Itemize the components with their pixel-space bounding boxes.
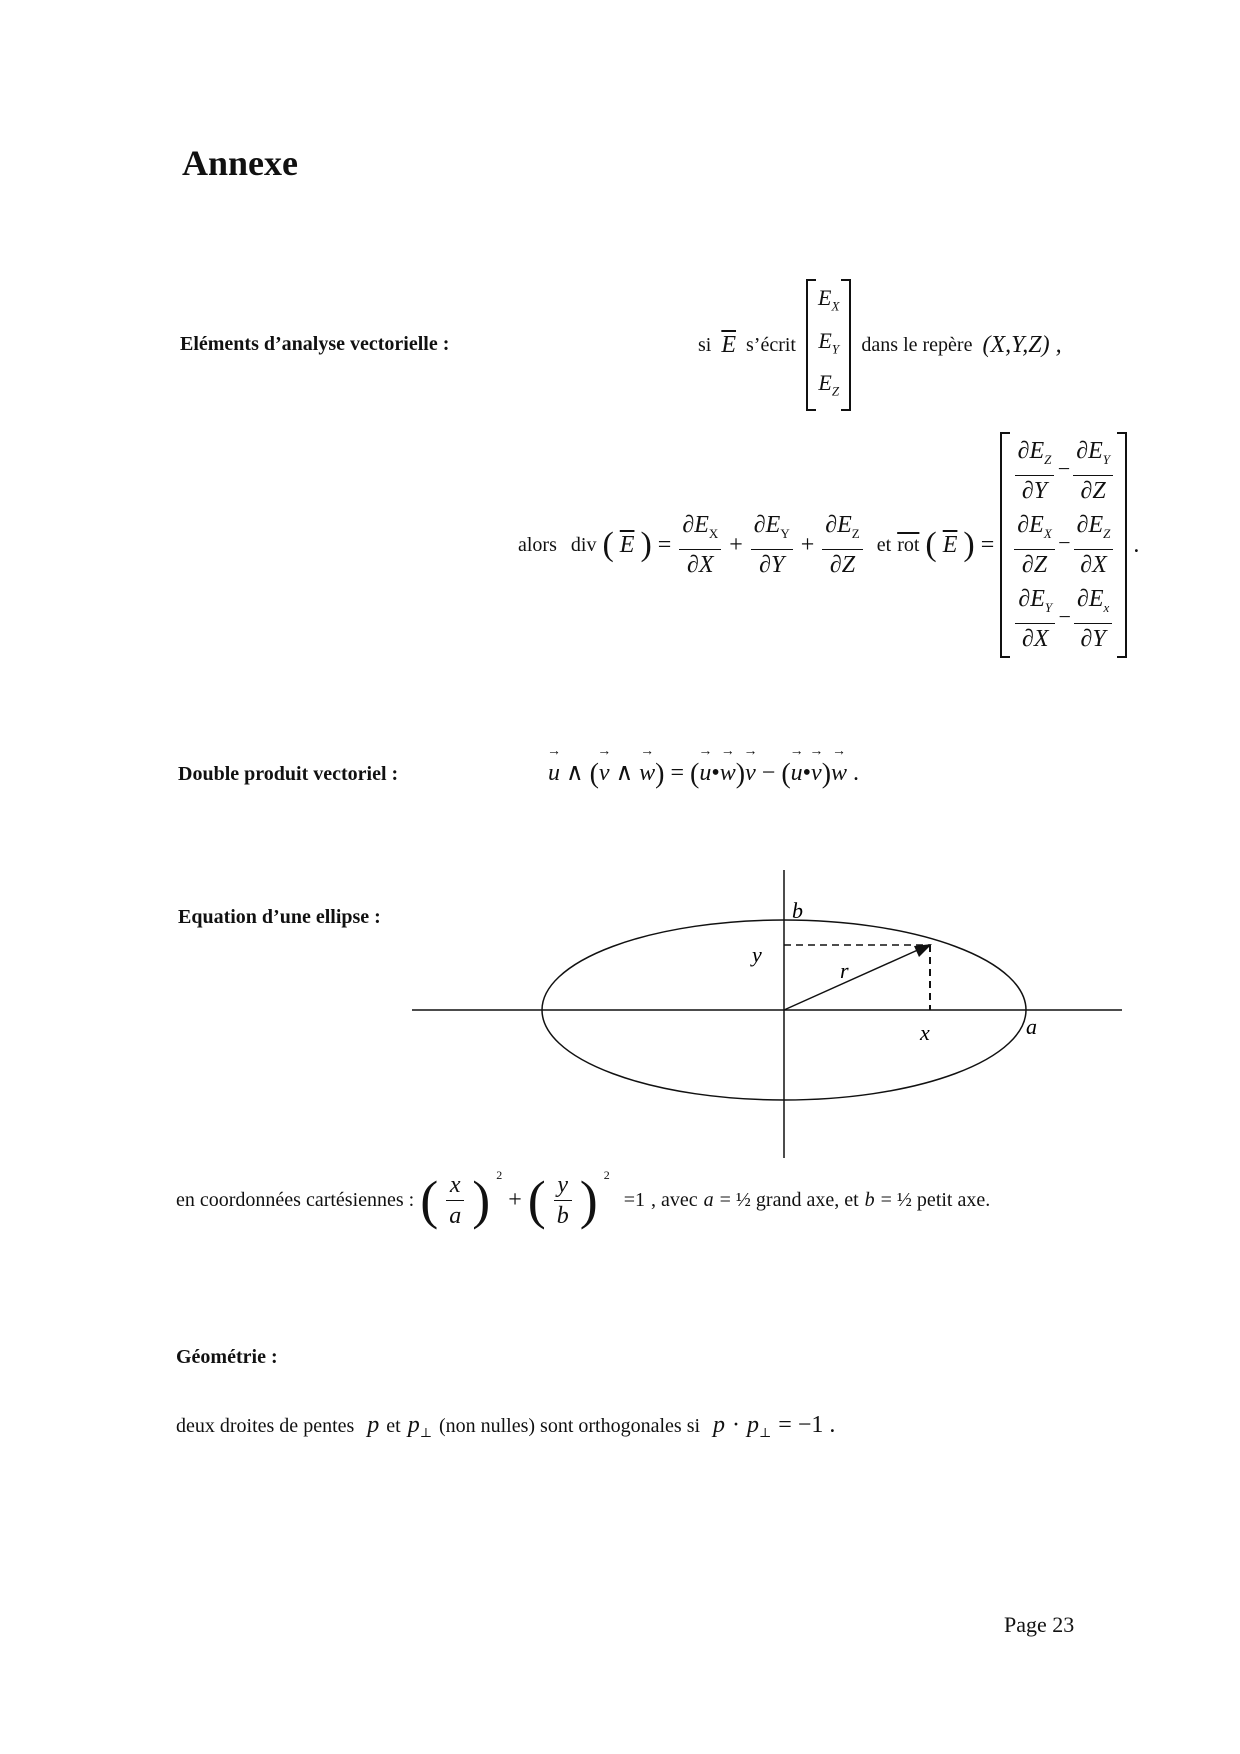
rot-label: $\overline{rot}$ xyxy=(897,533,920,556)
double-product-formula: → u ∧ (→ v ∧ → w) = (→ u•→ w)→ v − (→ u•→ v)→ w . xyxy=(548,758,859,790)
alors-text: alors xyxy=(518,533,557,556)
geometry-heading: Géométrie : xyxy=(176,1346,278,1368)
div-rot-formula: alors div ( $\overline{E}$ ) = $\frac{\partial E_X}{\partial X}$ + $\frac{\partial E_Y}{\partial Y}$ + $\frac{\partial E_Z}{\partial Z}$ et $\overline{rot}$ ( $\overline{E}$ ) = $\frac{\partial E_Z}{\partial Y}$ − $\frac{\partial E_Y}{\partial Z}$ $\frac{\partial E_X}{\partial Z}$ − $\frac{\partial E_Z}{\partial X}$ $\frac{\partial E_Y}{\partial X}$ − $\frac{\partial E_x}{\partial Y}$ . xyxy=(518,440,1139,650)
cartesian-prefix: en coordonnées cartésiennes : xyxy=(176,1188,415,1211)
component-row: $E_Y$ xyxy=(818,327,840,357)
radius-vector xyxy=(784,949,920,1010)
repere-coords: (X,Y,Z) , xyxy=(982,331,1062,358)
et-text: et xyxy=(876,533,892,556)
partial-fraction: $\frac{\partial E_Z}{\partial Z}$ xyxy=(822,510,862,580)
rot-row: $\frac{\partial E_Y}{\partial X}$ − $\frac{\partial E_x}{\partial Y}$ xyxy=(1012,582,1115,656)
label-x: x xyxy=(920,1020,930,1045)
partial-fraction: $\frac{\partial E_X}{\partial X}$ xyxy=(679,510,721,580)
ellipse-equation: en coordonnées cartésiennes : ( $\frac{x}{a}$ ) $^2$ + ( $\frac{y}{b}$ ) $^2$ =1 , avec a = ½ grand axe, et b = ½ petit axe. xyxy=(176,1168,991,1230)
label-r: r xyxy=(840,958,849,983)
rot-row: $\frac{\partial E_Z}{\partial Y}$ − $\frac{\partial E_Y}{\partial Z}$ xyxy=(1012,434,1115,508)
vector-E: $\overline{E}$ xyxy=(721,331,737,358)
label-y: y xyxy=(752,942,762,967)
page-number: Page 23 xyxy=(1004,1612,1075,1637)
label-a: a xyxy=(1026,1014,1037,1039)
vector-analysis-heading: Eléments d’analyse vectorielle : xyxy=(180,333,450,355)
div-label: div xyxy=(570,533,597,556)
label-b: b xyxy=(792,898,803,923)
component-row: $E_Z$ xyxy=(818,370,840,399)
double-product-heading: Double produit vectoriel : xyxy=(178,763,399,785)
page-title: Annexe xyxy=(182,143,298,183)
ecrit-text: s’écrit xyxy=(746,333,796,356)
partial-fraction: $\frac{\partial E_Y}{\partial Y}$ xyxy=(751,510,793,580)
repere-text: dans le repère xyxy=(861,333,973,356)
si-text: si xyxy=(698,333,712,356)
ellipse-heading: Equation d’une ellipse : xyxy=(178,906,381,928)
component-row: $E_X$ xyxy=(818,285,840,314)
rot-row: $\frac{\partial E_X}{\partial Z}$ − $\frac{\partial E_Z}{\partial X}$ xyxy=(1012,508,1115,582)
geometry-text: deux droites de pentes p et $p_\perp$ (non nulles) sont orthogonales si p · $p_\perp$ = −1 . xyxy=(176,1412,836,1440)
